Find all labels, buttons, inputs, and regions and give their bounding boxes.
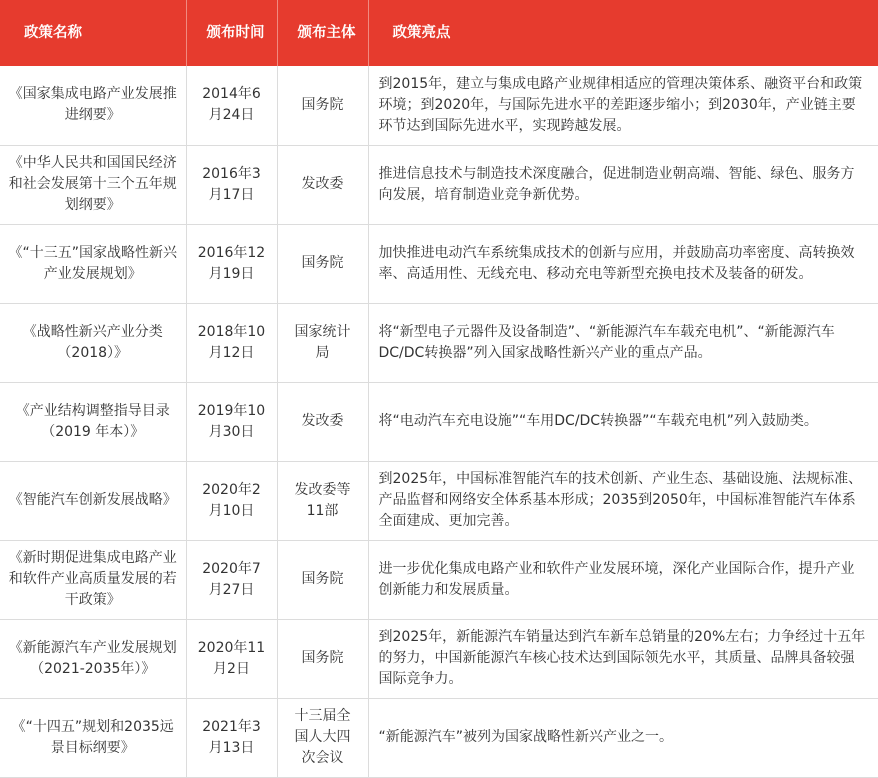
issue-date-cell: 2016年12月19日	[186, 224, 277, 303]
policy-name-cell: 《新能源汽车产业发展规划（2021-2035年）》	[0, 619, 186, 698]
header-issue-date: 颁布时间	[186, 0, 277, 66]
table-row	[0, 303, 878, 382]
issuer-cell: 发改委	[277, 145, 368, 224]
table-row	[0, 619, 878, 698]
policy-name-cell: 《战略性新兴产业分类（2018）》	[0, 303, 186, 382]
highlights-cell: “新能源汽车”被列为国家战略性新兴产业之一。	[368, 698, 878, 777]
highlights-cell: 将“电动汽车充电设施”“车用DC/DC转换器”“车载充电机”列入鼓励类。	[368, 382, 878, 461]
policy-name-cell: 《产业结构调整指导目录（2019 年本）》	[0, 382, 186, 461]
table-row	[0, 461, 878, 540]
highlights-cell: 将“新型电子元器件及设备制造”、“新能源汽车车载充电机”、“新能源汽车DC/DC转换器”列入国家战略性新兴产业的重点产品。	[368, 303, 878, 382]
header-issuer: 颁布主体	[277, 0, 368, 66]
table-row	[0, 382, 878, 461]
highlights-cell: 到2015年，建立与集成电路产业规律相适应的管理决策体系、融资平台和政策环境；到2020年，与国际先进水平的差距逐步缩小；到2030年，产业链主要环节达到国际先进水平，实现跨越发展。	[368, 66, 878, 145]
table-row	[0, 66, 878, 145]
header-highlights: 政策亮点	[368, 0, 878, 66]
issue-date-cell: 2018年10月12日	[186, 303, 277, 382]
table-row	[0, 698, 878, 777]
issue-date-cell: 2016年3月17日	[186, 145, 277, 224]
issue-date-cell: 2021年3月13日	[186, 698, 277, 777]
policy-name-cell: 《新时期促进集成电路产业和软件产业高质量发展的若干政策》	[0, 540, 186, 619]
issue-date-cell: 2014年6月24日	[186, 66, 277, 145]
issue-date-cell: 2020年2月10日	[186, 461, 277, 540]
policy-name-cell: 《国家集成电路产业发展推进纲要》	[0, 66, 186, 145]
table-row	[0, 224, 878, 303]
issue-date-cell: 2019年10月30日	[186, 382, 277, 461]
highlights-cell: 推进信息技术与制造技术深度融合，促进制造业朝高端、智能、绿色、服务方向发展，培育制造业竞争新优势。	[368, 145, 878, 224]
highlights-cell: 到2025年，中国标准智能汽车的技术创新、产业生态、基础设施、法规标准、产品监督和网络安全体系基本形成；2035到2050年，中国标准智能汽车体系全面建成、更加完善。	[368, 461, 878, 540]
issuer-cell: 国务院	[277, 619, 368, 698]
table-header-row	[0, 0, 878, 66]
issue-date-cell: 2020年11月2日	[186, 619, 277, 698]
issuer-cell: 国务院	[277, 540, 368, 619]
table-row	[0, 145, 878, 224]
issuer-cell: 国务院	[277, 66, 368, 145]
highlights-cell: 到2025年，新能源汽车销量达到汽车新车总销量的20%左右；力争经过十五年的努力，中国新能源汽车核心技术达到国际领先水平，其质量、品牌具备较强国际竞争力。	[368, 619, 878, 698]
policy-name-cell: 《“十四五”规划和2035远景目标纲要》	[0, 698, 186, 777]
highlights-cell: 加快推进电动汽车系统集成技术的创新与应用，并鼓励高功率密度、高转换效率、高适用性、无线充电、移动充电等新型充换电技术及装备的研发。	[368, 224, 878, 303]
issuer-cell: 国务院	[277, 224, 368, 303]
issuer-cell: 发改委	[277, 382, 368, 461]
policy-name-cell: 《“十三五”国家战略性新兴产业发展规划》	[0, 224, 186, 303]
policy-name-cell: 《中华人民共和国国民经济和社会发展第十三个五年规划纲要》	[0, 145, 186, 224]
issue-date-cell: 2020年7月27日	[186, 540, 277, 619]
issuer-cell: 国家统计局	[277, 303, 368, 382]
highlights-cell: 进一步优化集成电路产业和软件产业发展环境，深化产业国际合作，提升产业创新能力和发展质量。	[368, 540, 878, 619]
issuer-cell: 发改委等11部	[277, 461, 368, 540]
table-row	[0, 540, 878, 619]
issuer-cell: 十三届全国人大四次会议	[277, 698, 368, 777]
header-policy-name: 政策名称	[0, 0, 186, 66]
policy-name-cell: 《智能汽车创新发展战略》	[0, 461, 186, 540]
